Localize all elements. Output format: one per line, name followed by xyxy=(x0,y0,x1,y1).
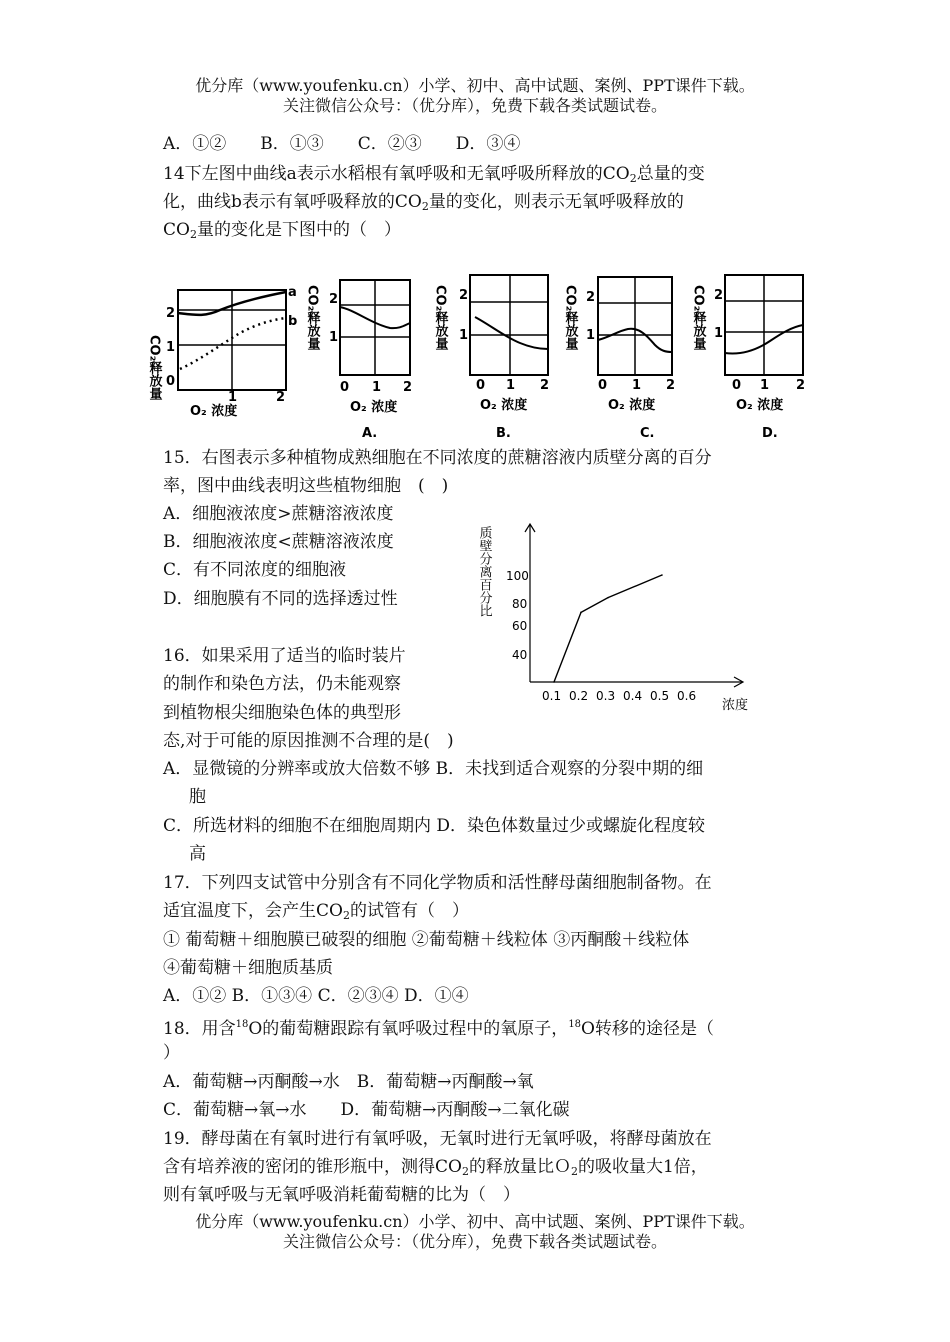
b-xtick-0: 0 xyxy=(476,378,486,393)
main-xtick-1: 1 xyxy=(228,390,238,405)
q16-line-4: 态,对于可能的原因推测不合理的是( ) xyxy=(163,731,454,751)
q17-options: A．①② B．①③④ C．②③④ D．①④ xyxy=(163,986,469,1006)
b-tick-1: 1 xyxy=(459,328,469,343)
q16-line-2: 的制作和染色方法，仍未能观察 xyxy=(163,674,401,694)
b-xtick-1: 1 xyxy=(506,378,516,393)
q17-line-2: 适宜温度下，会产生$CO_2$的试管有（ ） xyxy=(163,901,469,922)
q19-line-3: 则有氧呼吸与无氧呼吸消耗葡萄糖的比为（ ） xyxy=(163,1185,520,1205)
q15-xtick-4: 0.5 xyxy=(650,689,670,703)
q14-chart-b xyxy=(433,275,550,441)
q16-options-cd: C．所选材料的细胞不在细胞周期内 D．染色体数量过少或螺旋化程度较 xyxy=(163,816,706,836)
panel-label-b: B. xyxy=(496,426,511,441)
q15-data-point xyxy=(553,681,555,683)
q15-xtick-2: 0.3 xyxy=(596,689,616,703)
q14-chart-d xyxy=(691,275,806,441)
q15-option-d: D．细胞膜有不同的选择透过性 xyxy=(163,589,398,609)
q16-options-ab: A．显微镜的分辨率或放大倍数不够 B．未找到适合观察的分裂中期的细 xyxy=(163,759,704,779)
d-x-label: O₂ 浓度 xyxy=(736,398,784,413)
q19-line-2: 含有培养液的密闭的锥形瓶中，测得$CO_2$的释放量比Ｏ$_2$的吸收量大1倍， xyxy=(163,1157,708,1178)
q15-xtick-1: 0.2 xyxy=(569,689,589,703)
c-tick-1: 1 xyxy=(586,328,596,343)
q14-chart-c xyxy=(563,277,676,441)
q14-chart-a xyxy=(305,280,413,441)
q15-option-c: C．有不同浓度的细胞液 xyxy=(163,560,347,580)
q15-y-label: 质壁分离百分比 xyxy=(476,526,492,617)
q18-options-cd: C．葡萄糖→氧→水 D．葡萄糖→丙酮酸→二氧化碳 xyxy=(163,1100,570,1120)
c-xtick-2: 2 xyxy=(666,378,676,393)
footer-line-1: 优分库（www.youfenku.cn）小学、初中、高中试题、案例、PPT课件下载。 xyxy=(195,1212,755,1231)
q18-line-2: ） xyxy=(163,1043,180,1063)
a-xtick-1: 1 xyxy=(372,380,382,395)
b-y-label: CO₂释放量 xyxy=(432,285,448,351)
b-xtick-2: 2 xyxy=(540,378,550,393)
q17-line-1: 17．下列四支试管中分别含有不同化学物质和活性酵母菌细胞制备物。在 xyxy=(163,873,712,893)
header-line-1: 优分库（www.youfenku.cn）小学、初中、高中试题、案例、PPT课件下载。 xyxy=(195,76,755,95)
q16-options-cd-cont: 高 xyxy=(189,844,206,864)
q16-options-ab-cont: 胞 xyxy=(189,787,206,807)
d-xtick-1: 1 xyxy=(760,378,770,393)
main-y-label: CO₂释放量 xyxy=(146,335,162,401)
d-xtick-2: 2 xyxy=(796,378,806,393)
panel-label-c: C. xyxy=(640,426,655,441)
q14-main-chart xyxy=(147,285,298,419)
curve-a-label: a xyxy=(288,285,297,300)
c-tick-2: 2 xyxy=(586,290,596,305)
a-tick-1: 1 xyxy=(329,330,339,345)
q15-data-point xyxy=(661,574,663,576)
d-y-label: CO₂释放量 xyxy=(690,285,706,351)
q14-line-2: 化，曲线b表示有氧呼吸释放的$CO_2$量的变化，则表示无氧呼吸释放的 xyxy=(163,192,684,213)
d-tick-2: 2 xyxy=(714,288,724,303)
q15-option-a: A．细胞液浓度>蔗糖溶液浓度 xyxy=(163,504,394,524)
q18-options-ab: A．葡萄糖→丙酮酸→水 B．葡萄糖→丙酮酸→氧 xyxy=(163,1072,534,1092)
q17-line-4: ④葡萄糖＋细胞质基质 xyxy=(163,958,333,978)
q14-charts xyxy=(140,265,820,445)
a-xtick-0: 0 xyxy=(340,380,350,395)
q15-data-point xyxy=(607,597,609,599)
curve-b xyxy=(180,318,286,369)
q13-options: A．①② B．①③ C．②③ D．③④ xyxy=(163,134,521,154)
q15-data-point xyxy=(580,612,582,614)
q15-xtick-0: 0.1 xyxy=(542,689,562,703)
footer-line-2: 关注微信公众号：（优分库），免费下载各类试题试卷。 xyxy=(282,1232,667,1251)
q15-ytick-40: 40 xyxy=(512,648,528,662)
a-x-label: O₂ 浓度 xyxy=(350,400,398,415)
q16-line-1: 16．如果采用了适当的临时装片 xyxy=(163,646,406,666)
c-y-label: CO₂释放量 xyxy=(562,285,578,351)
d-xtick-0: 0 xyxy=(732,378,742,393)
q15-xtick-5: 0.6 xyxy=(677,689,697,703)
d-tick-1: 1 xyxy=(714,326,724,341)
q15-curve xyxy=(554,575,662,682)
q15-chart xyxy=(476,520,770,720)
q15-ytick-100: 100 xyxy=(506,569,529,583)
a-y-label: CO₂释放量 xyxy=(304,285,320,351)
panel-label-d: D. xyxy=(762,426,778,441)
b-tick-2: 2 xyxy=(459,288,469,303)
b-x-label: O₂ 浓度 xyxy=(480,398,528,413)
q15-x-label: 浓度 xyxy=(722,698,749,713)
main-tick-2: 2 xyxy=(166,306,176,321)
c-x-label: O₂ 浓度 xyxy=(608,398,656,413)
header-line-2: 关注微信公众号：（优分库），免费下载各类试题试卷。 xyxy=(282,96,667,115)
main-x-label: O₂ 浓度 xyxy=(190,404,238,419)
c-xtick-1: 1 xyxy=(632,378,642,393)
q15-ytick-80: 80 xyxy=(512,597,528,611)
main-xtick-2: 2 xyxy=(276,390,286,405)
q14-line-1: 14下左图中曲线a表示水稻根有氧呼吸和无氧呼吸所释放的$CO_2$总量的变 xyxy=(163,164,705,185)
panel-label-a: A. xyxy=(362,426,378,441)
q15-line-1: 15．右图表示多种植物成熟细胞在不同浓度的蔗糖溶液内质壁分离的百分 xyxy=(163,448,712,468)
a-tick-2: 2 xyxy=(329,292,339,307)
q18-line-1: 18．用含$^{18}$O的葡萄糖跟踪有氧呼吸过程中的氧原子，$^{18}$O转移的途径是（ xyxy=(163,1019,714,1039)
q16-line-3: 到植物根尖细胞染色体的典型形 xyxy=(163,703,401,723)
main-tick-1: 1 xyxy=(166,340,176,355)
q15-line-2: 率，图中曲线表明这些植物细胞 ( ) xyxy=(163,476,449,496)
curve-b-panel xyxy=(475,317,548,349)
q15-xtick-3: 0.4 xyxy=(623,689,643,703)
q17-line-3: ① 葡萄糖＋细胞膜已破裂的细胞 ②葡萄糖＋线粒体 ③丙酮酸＋线粒体 xyxy=(163,930,690,950)
a-xtick-2: 2 xyxy=(403,380,413,395)
q15-option-b: B．细胞液浓度<蔗糖溶液浓度 xyxy=(163,532,394,552)
main-tick-0: 0 xyxy=(166,374,176,389)
curve-b-label: b xyxy=(288,314,298,329)
q15-ytick-60: 60 xyxy=(512,619,528,633)
c-xtick-0: 0 xyxy=(598,378,608,393)
q14-line-3: $CO_2$量的变化是下图中的（ ） xyxy=(163,220,401,241)
q19-line-1: 19．酵母菌在有氧时进行有氧呼吸，无氧时进行无氧呼吸，将酵母菌放在 xyxy=(163,1129,712,1149)
